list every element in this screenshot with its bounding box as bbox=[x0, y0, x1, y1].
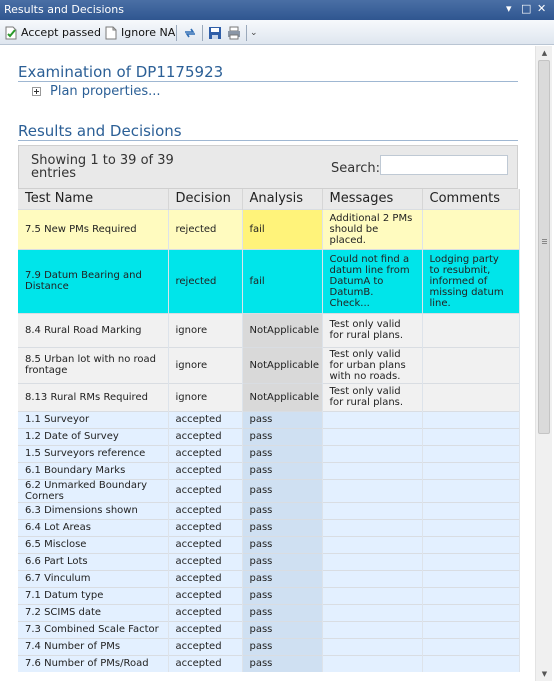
cell-test-name: 1.1 Surveyor bbox=[18, 411, 168, 428]
cell-message bbox=[322, 587, 422, 604]
cell-test-name: 7.9 Datum Bearing and Distance bbox=[18, 249, 168, 313]
vertical-scrollbar[interactable] bbox=[535, 46, 552, 681]
cell-comment bbox=[422, 462, 519, 479]
table-row[interactable] bbox=[18, 249, 519, 313]
overflow-icon[interactable]: ⌄ bbox=[250, 27, 258, 38]
cell-decision: accepted bbox=[168, 621, 242, 638]
cell-test-name: 8.13 Rural RMs Required bbox=[18, 383, 168, 411]
cell-analysis: fail bbox=[242, 249, 322, 313]
table-row[interactable] bbox=[18, 209, 519, 249]
cell-decision: accepted bbox=[168, 462, 242, 479]
cell-message bbox=[322, 411, 422, 428]
accept-icon bbox=[4, 26, 18, 40]
cell-decision: ignore bbox=[168, 347, 242, 383]
cell-decision: accepted bbox=[168, 587, 242, 604]
scroll-thumb[interactable] bbox=[538, 60, 550, 434]
cell-decision: accepted bbox=[168, 604, 242, 621]
cell-analysis: pass bbox=[242, 502, 322, 519]
entries-info: Showing 1 to 39 of 39 entries bbox=[31, 153, 174, 181]
results-heading: Results and Decisions bbox=[18, 122, 182, 140]
table-row[interactable] bbox=[18, 313, 519, 347]
expand-icon[interactable] bbox=[32, 87, 41, 96]
plan-properties-label[interactable]: Plan properties... bbox=[50, 84, 161, 99]
table-row[interactable] bbox=[18, 570, 519, 587]
cell-analysis: pass bbox=[242, 655, 322, 672]
save-icon bbox=[208, 26, 222, 40]
cell-comment bbox=[422, 445, 519, 462]
cell-comment bbox=[422, 313, 519, 347]
scroll-up-icon[interactable]: ▲ bbox=[541, 49, 548, 57]
cell-decision: accepted bbox=[168, 519, 242, 536]
cell-analysis: pass bbox=[242, 411, 322, 428]
cell-test-name: 7.3 Combined Scale Factor bbox=[18, 621, 168, 638]
heading-divider bbox=[18, 140, 518, 141]
column-header-decision[interactable]: Decision bbox=[168, 189, 242, 209]
cell-comment bbox=[422, 553, 519, 570]
cell-comment bbox=[422, 209, 519, 249]
cell-comment bbox=[422, 587, 519, 604]
cell-comment bbox=[422, 411, 519, 428]
cell-decision: accepted bbox=[168, 655, 242, 672]
cell-comment bbox=[422, 347, 519, 383]
cell-decision: accepted bbox=[168, 411, 242, 428]
column-header-analysis[interactable]: Analysis bbox=[242, 189, 322, 209]
column-header-comments[interactable]: Comments bbox=[422, 189, 519, 209]
ignore-icon bbox=[104, 26, 118, 40]
table-row[interactable] bbox=[18, 536, 519, 553]
plan-properties-toggle[interactable] bbox=[32, 84, 161, 99]
cell-decision: rejected bbox=[168, 249, 242, 313]
cell-test-name: 6.1 Boundary Marks bbox=[18, 462, 168, 479]
table-row[interactable] bbox=[18, 428, 519, 445]
print-button[interactable] bbox=[227, 24, 244, 41]
cell-analysis: fail bbox=[242, 209, 322, 249]
table-row[interactable] bbox=[18, 587, 519, 604]
column-header-test-name[interactable]: Test Name bbox=[18, 189, 168, 209]
cell-message bbox=[322, 655, 422, 672]
cell-message bbox=[322, 536, 422, 553]
cell-comment bbox=[422, 502, 519, 519]
cell-decision: accepted bbox=[168, 553, 242, 570]
ignore-na-label: Ignore NA bbox=[121, 26, 176, 39]
cell-comment bbox=[422, 383, 519, 411]
cell-decision: accepted bbox=[168, 536, 242, 553]
table-row[interactable] bbox=[18, 347, 519, 383]
cell-test-name: 6.4 Lot Areas bbox=[18, 519, 168, 536]
cell-decision: accepted bbox=[168, 570, 242, 587]
cell-decision: accepted bbox=[168, 638, 242, 655]
cell-message: Test only valid for rural plans. bbox=[322, 313, 422, 347]
cell-analysis: pass bbox=[242, 570, 322, 587]
table-row[interactable] bbox=[18, 383, 519, 411]
cell-test-name: 1.5 Surveyors reference bbox=[18, 445, 168, 462]
cell-message: Test only valid for rural plans. bbox=[322, 383, 422, 411]
cell-decision: ignore bbox=[168, 383, 242, 411]
cell-analysis: pass bbox=[242, 519, 322, 536]
cell-test-name: 7.4 Number of PMs bbox=[18, 638, 168, 655]
print-icon bbox=[227, 26, 241, 40]
content-pane bbox=[2, 46, 534, 681]
table-row[interactable] bbox=[18, 411, 519, 428]
cell-message bbox=[322, 621, 422, 638]
cell-comment: Lodging party to resubmit, informed of missing datum line. bbox=[422, 249, 519, 313]
cell-comment bbox=[422, 536, 519, 553]
table-row[interactable] bbox=[18, 604, 519, 621]
cell-test-name: 7.2 SCIMS date bbox=[18, 604, 168, 621]
cell-test-name: 1.2 Date of Survey bbox=[18, 428, 168, 445]
table-row[interactable] bbox=[18, 445, 519, 462]
cell-decision: ignore bbox=[168, 313, 242, 347]
table-row[interactable] bbox=[18, 638, 519, 655]
grip-icon bbox=[542, 239, 547, 240]
table-row[interactable] bbox=[18, 462, 519, 479]
cell-analysis: NotApplicable bbox=[242, 383, 322, 411]
cell-message bbox=[322, 462, 422, 479]
cell-test-name: 6.6 Part Lots bbox=[18, 553, 168, 570]
cell-message bbox=[322, 604, 422, 621]
cell-message: Could not find a datum line from DatumA to DatumB. Check... bbox=[322, 249, 422, 313]
cell-comment bbox=[422, 655, 519, 672]
cell-comment bbox=[422, 570, 519, 587]
results-table bbox=[18, 189, 520, 672]
cell-analysis: pass bbox=[242, 445, 322, 462]
cell-message: Additional 2 PMs should be placed. bbox=[322, 209, 422, 249]
cell-decision: accepted bbox=[168, 428, 242, 445]
toolbar-separator bbox=[202, 25, 203, 41]
search-label: Search: bbox=[331, 161, 381, 176]
cell-comment bbox=[422, 638, 519, 655]
cell-message bbox=[322, 445, 422, 462]
cell-decision: accepted bbox=[168, 445, 242, 462]
column-header-messages[interactable]: Messages bbox=[322, 189, 422, 209]
maximize-icon[interactable]: □ bbox=[521, 2, 532, 15]
cell-message bbox=[322, 519, 422, 536]
heading-divider bbox=[18, 81, 518, 82]
cell-test-name: 7.5 New PMs Required bbox=[18, 209, 168, 249]
cell-decision: accepted bbox=[168, 502, 242, 519]
table-header-row bbox=[18, 189, 519, 209]
cell-analysis: pass bbox=[242, 638, 322, 655]
close-icon[interactable]: ✕ bbox=[537, 2, 547, 15]
cell-test-name: 6.2 Unmarked Boundary Corners bbox=[18, 479, 168, 502]
cell-analysis: pass bbox=[242, 587, 322, 604]
cell-test-name: 7.6 Number of PMs/Road bbox=[18, 655, 168, 672]
cell-test-name: 6.3 Dimensions shown bbox=[18, 502, 168, 519]
cell-analysis: pass bbox=[242, 553, 322, 570]
cell-comment bbox=[422, 519, 519, 536]
table-toolbar bbox=[18, 145, 518, 189]
refresh-button[interactable] bbox=[183, 24, 200, 41]
cell-test-name: 6.7 Vinculum bbox=[18, 570, 168, 587]
scroll-down-icon[interactable]: ▼ bbox=[541, 670, 548, 678]
cell-message bbox=[322, 502, 422, 519]
cell-analysis: pass bbox=[242, 479, 322, 502]
window-title: Results and Decisions bbox=[4, 3, 124, 16]
cell-comment bbox=[422, 479, 519, 502]
refresh-icon bbox=[183, 26, 197, 40]
cell-test-name: 7.1 Datum type bbox=[18, 587, 168, 604]
toolbar-separator bbox=[176, 25, 177, 41]
cell-comment bbox=[422, 621, 519, 638]
cell-analysis: pass bbox=[242, 428, 322, 445]
table-row[interactable] bbox=[18, 655, 519, 672]
table-row[interactable] bbox=[18, 479, 519, 502]
examination-heading: Examination of DP1175923 bbox=[18, 63, 224, 81]
dropdown-icon[interactable]: ▾ bbox=[506, 2, 512, 15]
cell-message bbox=[322, 428, 422, 445]
cell-analysis: pass bbox=[242, 604, 322, 621]
cell-message bbox=[322, 638, 422, 655]
cell-test-name: 8.4 Rural Road Marking bbox=[18, 313, 168, 347]
cell-message: Test only valid for urban plans with no roads. bbox=[322, 347, 422, 383]
table-row[interactable] bbox=[18, 621, 519, 638]
cell-test-name: 8.5 Urban lot with no road frontage bbox=[18, 347, 168, 383]
cell-test-name: 6.5 Misclose bbox=[18, 536, 168, 553]
toolbar-separator bbox=[246, 25, 247, 41]
toolbar bbox=[0, 20, 554, 45]
window-titlebar bbox=[0, 0, 554, 20]
ignore-na-button[interactable] bbox=[104, 24, 175, 41]
table-row[interactable] bbox=[18, 553, 519, 570]
cell-analysis: NotApplicable bbox=[242, 313, 322, 347]
cell-analysis: NotApplicable bbox=[242, 347, 322, 383]
cell-analysis: pass bbox=[242, 462, 322, 479]
save-button[interactable] bbox=[208, 24, 225, 41]
cell-comment bbox=[422, 604, 519, 621]
table-row[interactable] bbox=[18, 502, 519, 519]
search-input[interactable] bbox=[380, 155, 508, 175]
cell-message bbox=[322, 553, 422, 570]
cell-decision: rejected bbox=[168, 209, 242, 249]
cell-message bbox=[322, 479, 422, 502]
table-row[interactable] bbox=[18, 519, 519, 536]
cell-message bbox=[322, 570, 422, 587]
cell-analysis: pass bbox=[242, 536, 322, 553]
cell-comment bbox=[422, 428, 519, 445]
accept-passed-label: Accept passed bbox=[21, 26, 101, 39]
accept-passed-button[interactable] bbox=[4, 24, 101, 41]
cell-decision: accepted bbox=[168, 479, 242, 502]
cell-analysis: pass bbox=[242, 621, 322, 638]
